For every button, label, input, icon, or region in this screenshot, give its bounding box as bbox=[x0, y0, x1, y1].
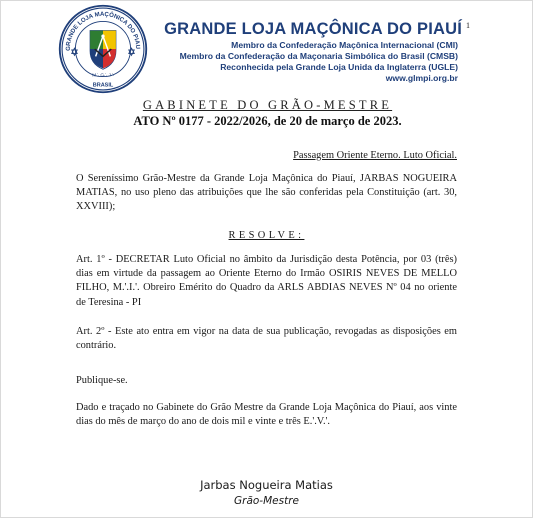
org-affiliation-cmsb: Membro da Confederação da Maçonaria Simbólica do Brasil (CMSB) bbox=[179, 51, 458, 61]
act-subject: Passagem Oriente Eterno. Luto Oficial. bbox=[293, 150, 457, 161]
page-number: 1 bbox=[466, 21, 470, 30]
org-recognition-ugle: Reconhecida pela Grande Loja Unida da Inglaterra (UGLE) bbox=[220, 62, 458, 72]
preamble-paragraph: O Sereníssimo Grão-Mestre da Grande Loja Maçônica do Piauí, JARBAS NOGUEIRA MATIAS, no uso pleno das atribuições que lhe são conferidas pela Constituição (art. 30, XXVIII); bbox=[76, 173, 457, 213]
act-title: ATO Nº 0177 - 2022/2026, de 20 de março de 2023. bbox=[133, 114, 402, 128]
org-title: GRANDE LOJA MAÇÔNICA DO PIAUÍ bbox=[164, 20, 462, 38]
svg-text:GRANDE LOJA MAÇÔNICA DO PIAUÍ: GRANDE LOJA MAÇÔNICA DO PIAU bbox=[65, 11, 141, 51]
resolve-heading: RESOLVE: bbox=[228, 230, 305, 241]
publish-line: Publique-se. bbox=[76, 375, 128, 386]
org-affiliation-cmi: Membro da Confederação Maçônica Internacional (CMI) bbox=[231, 40, 458, 50]
article-1: Art. 1º - DECRETAR Luto Oficial no âmbito da Jurisdição desta Potência, por 03 (três) dias em virtude da passagem ao Oriente Eterno do Irmão OSIRIS NEVES DE MELLO FILHO, M.'.I.'. Obreiro Emérito do Quadro da ARLS ABDIAS NEVES Nº 04 no oriente de Teresina - PI bbox=[76, 254, 457, 308]
website-link[interactable]: www.glmpi.org.br bbox=[385, 73, 458, 83]
article-2: Art. 2º - Este ato entra em vigor na data de sua publicação, revogadas as disposições em contrário. bbox=[76, 326, 457, 352]
closing-paragraph: Dado e traçado no Gabinete do Grão Mestre da Grande Loja Maçônica do Piauí, aos vinte dias do mês de março do ano de dois mil e vinte e três E.'.V.'. bbox=[76, 402, 457, 428]
signatory-role: Grão-Mestre bbox=[234, 495, 299, 507]
signatory-name: Jarbas Nogueira Matias bbox=[200, 478, 333, 492]
office-heading: GABINETE DO GRÃO-MESTRE bbox=[142, 98, 393, 112]
svg-text:M∴ G∴ J∴: M∴ G∴ J∴ bbox=[92, 73, 114, 79]
svg-text:BRASIL: BRASIL bbox=[92, 82, 114, 89]
grand-lodge-seal-logo bbox=[57, 3, 149, 95]
